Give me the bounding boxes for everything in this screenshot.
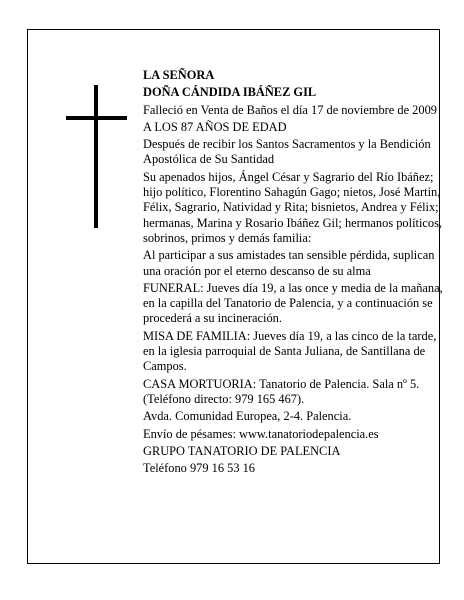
condolences-line: Envío de pésames: www.tanatoriodepalencia.es — [143, 426, 379, 441]
deceased-name: DOÑA CÁNDIDA IBÁÑEZ GIL — [143, 85, 317, 100]
cross-icon-bar — [66, 116, 127, 120]
group-name: GRUPO TANATORIO DE PALENCIA — [143, 443, 341, 458]
cross-icon — [94, 85, 98, 228]
sacraments-line: Después de recibir los Santos Sacramentos y la Bendición Apostólica de Su Santidad — [143, 137, 431, 167]
honorific: LA SEÑORA — [143, 68, 215, 82]
death-statement: Falleció en Venta de Baños el día 17 de noviembre de 2009 — [143, 102, 437, 117]
obituary-text — [143, 68, 443, 478]
funeral-details: FUNERAL: Jueves día 19, a las once y media de la mañana, en la capilla del Tanatorio de Palencia, y a continuación se procederá a su incineración. — [143, 280, 443, 326]
address-line: Avda. Comunidad Europea, 2-4. Palencia. — [143, 409, 352, 424]
family-list: Su apenados hijos, Ángel César y Sagrario del Río Ibáñez; hijo político, Florentino Sahagún Gago; nietos, José Martín, Félix, Sagrario, Natividad y Rita; bisnietos, Andrea y Félix; hermanas, Marina y Rosario Ibáñez Gil; hermanos políticos, sobrinos, primos y demás familia: — [143, 169, 443, 245]
phone-line: Teléfono 979 16 53 16 — [143, 461, 256, 476]
family-mass-details: MISA DE FAMILIA: Jueves día 19, a las cinco de la tarde, en la iglesia parroquial de Santa Juliana, de Santillana de Campos. — [143, 328, 437, 374]
age-line: A LOS 87 AÑOS DE EDAD — [143, 119, 287, 134]
prayer-request: Al participar a sus amistades tan sensible pérdida, suplican una oración por el eterno descanso de su alma — [143, 248, 435, 278]
obituary-notice — [27, 29, 443, 564]
mortuary-details: CASA MORTUORIA: Tanatorio de Palencia. Sala nº 5. (Teléfono directo: 979 165 467). — [143, 376, 420, 406]
